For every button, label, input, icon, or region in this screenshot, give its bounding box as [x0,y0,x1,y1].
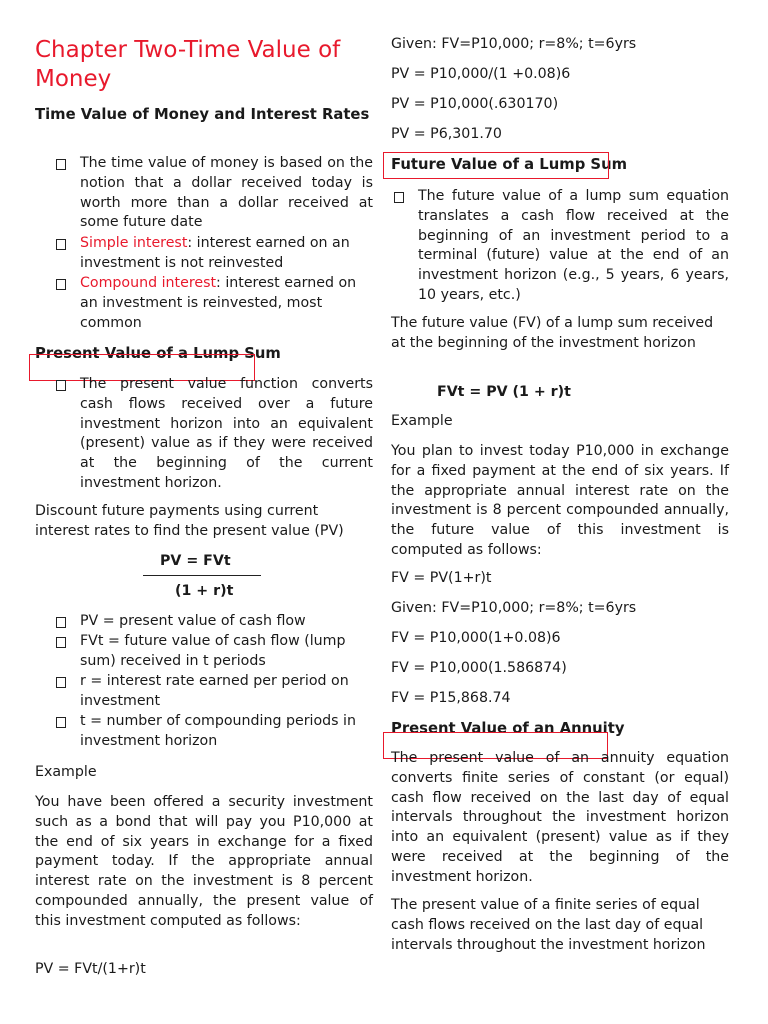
pv-bullet: The present value function converts cash flows received over a future investment horizon into an equivalent (present) value as if they were received at the beginning of the current investment horizon. [80,376,373,491]
pv-calc-3: PV = P6,301.70 [391,126,502,142]
example-label: Example [35,764,97,780]
fraction-bar [143,575,261,576]
def-r: r = interest rate earned per period on investment [80,673,349,709]
pva-heading: Present Value of an Annuity [391,720,625,737]
example-text: You have been offered a security investment such as a bond that will pay you P10,000 at the end of six years in exchange for a fixed payment today. If the appropriate annual interest rate on the investment is 8 percent compounded annually, the present value of this investment computed as follows: [35,794,373,929]
fv-calc-2: FV = P10,000(1.586874) [391,660,567,676]
example-label-2: Example [391,413,453,429]
def-fvt: FVt = future value of cash flow (lump sum) received in t periods [80,633,346,669]
section-heading: Time Value of Money and Interest Rates [35,106,370,123]
pva-text-1: The present value of an annuity equation converts finite series of constant (or equal) cash flow received on the last day of equal intervals throughout the investment horizon into an equivalent (present) value as if they were received at the beginning of the investment horizon. [391,750,729,885]
bullet-icon [56,637,66,648]
bullet-icon [56,717,66,728]
bullet-icon [56,380,66,391]
fv-equation: FV = PV(1+r)t [391,570,492,586]
pv-equation: PV = FVt/(1+r)t [35,961,146,977]
annotation-box [383,152,609,179]
given-line-1: Given: FV=P10,000; r=8%; t=6yrs [391,36,637,52]
given-line-2: Given: FV=P10,000; r=8%; t=6yrs [391,600,637,616]
bullet-icon [394,192,404,203]
term-compound-interest: Compound interest [80,275,217,291]
chapter-title: Chapter Two-Time Value of Money [35,37,341,92]
compound-interest-definition: : interest earned on an investment is reinvested, most common [80,275,357,331]
bullet-icon [56,159,66,170]
def-t: t = number of compounding periods in investment horizon [80,713,356,749]
def-pv: PV = present value of cash flow [80,613,306,629]
bullet-time-value: The time value of money is based on the notion that a dollar received today is worth more than a dollar received at some future date [80,155,373,231]
fv-example-text: You plan to invest today P10,000 in exchange for a fixed payment at the end of six years. If the appropriate annual interest rate on the investment is 8 percent compounded annually, the future value of this investment is computed as follows: [391,443,729,558]
pva-text-2: The present value of a finite series of equal cash flows received on the last day of equal intervals throughout the investment horizon [391,897,706,953]
bullet-icon [56,677,66,688]
fv-heading: Future Value of a Lump Sum [391,156,628,173]
pv-heading: Present Value of a Lump Sum [35,345,281,362]
bullet-icon [56,239,66,250]
bullet-icon [56,279,66,290]
bullet-icon [56,617,66,628]
term-simple-interest: Simple interest [80,235,188,251]
fv-calc-1: FV = P10,000(1+0.08)6 [391,630,561,646]
bullet-compound-interest [80,274,373,333]
pv-formula-denominator: (1 + r)t [175,583,234,599]
bullet-simple-interest [80,234,373,274]
discount-text: Discount future payments using current interest rates to find the present value (PV) [35,503,344,539]
fv-formula: FVt = PV (1 + r)t [437,384,571,400]
pv-formula-numerator: PV = FVt [160,553,231,569]
pv-calc-2: PV = P10,000(.630170) [391,96,559,112]
fv-bullet: The future value of a lump sum equation translates a cash flow received at the beginning of an investment period to a terminal (future) value at the end of an investment horizon (e.g., 5 years, 6 years, 10 years, etc.) [418,188,729,303]
simple-interest-definition: : interest earned on an investment is not reinvested [80,235,350,271]
fv-calc-3: FV = P15,868.74 [391,690,511,706]
fv-text: The future value (FV) of a lump sum received at the beginning of the investment horizon [391,315,714,351]
pv-calc-1: PV = P10,000/(1 +0.08)6 [391,66,571,82]
